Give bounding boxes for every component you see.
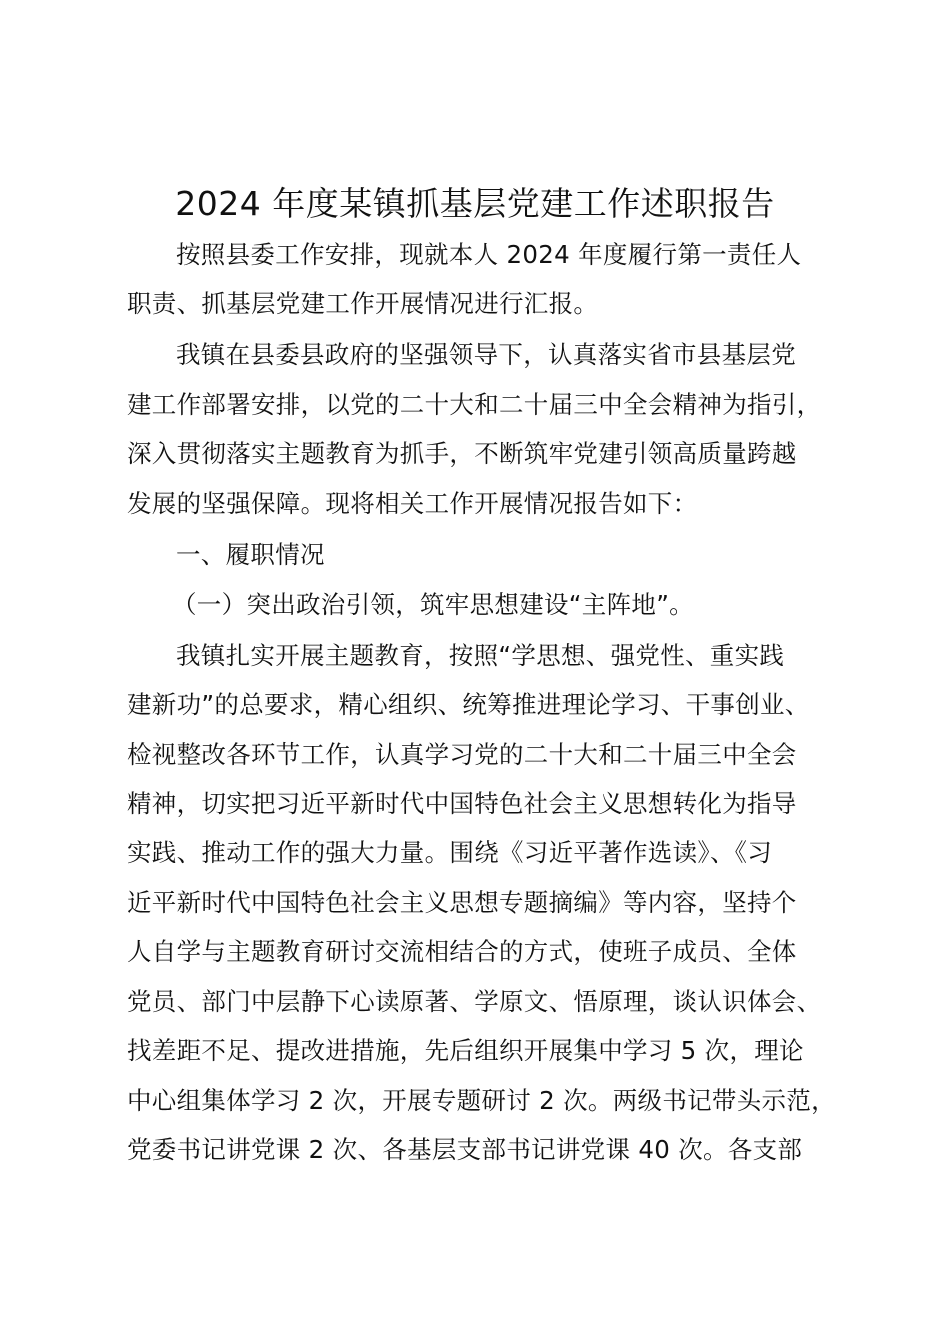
paragraph-line: 近平新时代中国特色社会主义思想专题摘编》等内容，坚持个 <box>127 888 797 917</box>
section-heading: 一、履职情况 <box>176 540 325 569</box>
paragraph-line: 实践、推动工作的强大力量。围绕《习近平著作选读》、《习 <box>127 838 773 867</box>
paragraph-line: 职责、抓基层党建工作开展情况进行汇报。 <box>127 289 599 318</box>
paragraph-line: 党委书记讲党课 2 次、各基层支部书记讲党课 40 次。各支部 <box>127 1135 803 1164</box>
paragraph-line: 党员、部门中层静下心读原著、学原文、悟原理，谈认识体会、 <box>127 987 822 1016</box>
paragraph-line: 检视整改各环节工作，认真学习党的二十大和二十届三中全会 <box>127 740 797 769</box>
paragraph-line: 我镇扎实开展主题教育，按照“学思想、强党性、重实践 <box>176 641 785 670</box>
paragraph-line: 人自学与主题教育研讨交流相结合的方式，使班子成员、全体 <box>127 937 797 966</box>
paragraph-line: 按照县委工作安排，现就本人 2024 年度履行第一责任人 <box>176 240 802 269</box>
paragraph-line: 找差距不足、提改进措施，先后组织开展集中学习 5 次，理论 <box>127 1036 804 1065</box>
paragraph-line: 发展的坚强保障。现将相关工作开展情况报告如下： <box>127 489 698 518</box>
paragraph-line: 我镇在县委县政府的坚强领导下，认真落实省市县基层党 <box>176 340 796 369</box>
paragraph-line: 精神，切实把习近平新时代中国特色社会主义思想转化为指导 <box>127 789 797 818</box>
paragraph-line: 深入贯彻落实主题教育为抓手，不断筑牢党建引领高质量跨越 <box>127 439 797 468</box>
paragraph-line: 中心组集体学习 2 次，开展专题研讨 2 次。两级书记带头示范， <box>127 1086 836 1115</box>
subsection-heading: （一）突出政治引领，筑牢思想建设“主阵地”。 <box>172 590 694 619</box>
document-title: 2024 年度某镇抓基层党建工作述职报告 <box>175 184 775 223</box>
paragraph-line: 建新功”的总要求，精心组织、统筹推进理论学习、干事创业、 <box>127 690 810 719</box>
paragraph-line: 建工作部署安排，以党的二十大和二十届三中全会精神为指引， <box>127 390 822 419</box>
